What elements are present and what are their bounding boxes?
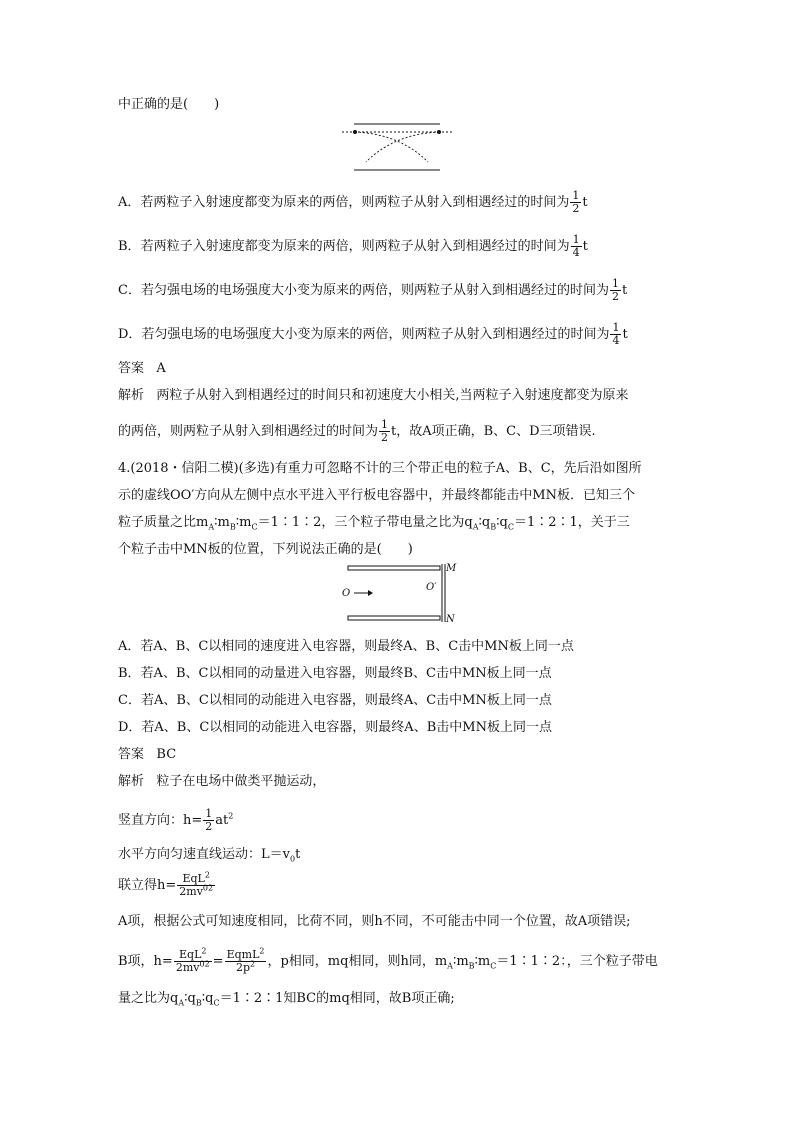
q3-analysis-line2: 的两倍，则两粒子从射入到相遇经过的时间为 $\frac{1}{2}$ t，故A项正确，B、C、D三项错误. xyxy=(118,418,596,444)
q4-option-d: D．若A、B、C以相同的动能进入电容器，则最终A、B击中MN板上同一点 xyxy=(118,720,552,735)
q4-horizontal-eq: 水平方向匀速直线运动：$L=v_0t$ xyxy=(118,847,301,864)
q4-arrowhead xyxy=(368,590,373,596)
q4-label-n: N xyxy=(446,614,455,625)
q3-answer: 答案 A xyxy=(118,361,166,376)
q3-right-path xyxy=(366,132,439,162)
fraction: $\frac{EqL^2}{2mv^{02}}$ xyxy=(175,946,210,974)
fraction: $\frac{1}{2}$ xyxy=(611,277,619,303)
q4-line3: 粒子质量之比$m_A∶m_B∶m_C=1∶1∶2$，三个粒子带电量之比为$q_A∶q_B∶q_C=1∶2∶1$，关于三 xyxy=(118,515,630,532)
fraction: $\frac{1}{2}$ xyxy=(572,189,580,215)
q4-label-m: M xyxy=(446,563,457,574)
q3-option-c: C．若匀强电场的电场强度大小变为原来的两倍，则两粒子从射入到相遇经过的时间为 $\frac{1}{2}$ t xyxy=(118,277,628,303)
q3-option-d: D．若匀强电场的电场强度大小变为原来的两倍，则两粒子从射入到相遇经过的时间为 $\frac{1}{4}$ t xyxy=(118,321,628,347)
q4-item-b: B项，h= $\frac{EqL^2}{2mv^{02}}$ = $\frac{EqmL^2}{2p^2}$ ，p相同，mq相同，则h同，$m_A∶m_B∶m_C=1∶1∶2$：，三个粒子带电 xyxy=(118,946,658,974)
q4-vertical-eq: 竖直方向：h= $\frac{1}{2}$ $at^2$ xyxy=(118,807,234,833)
q4-combined-eq: 联立得h= $\frac{EqL^2}{2mv^{02}}$ xyxy=(118,870,214,898)
q4-option-c: C．若A、B、C以相同的动能进入电容器，则最终A、C击中MN板上同一点 xyxy=(118,693,552,708)
q3-analysis-line1: 解析 两粒子从射入到相遇经过的时间只和初速度大小相关,当两粒子入射速度都变为原来 xyxy=(118,388,629,403)
q3-stem-tail: 中正确的是( ) xyxy=(118,97,220,112)
q4-option-b: B．若A、B、C以相同的动量进入电容器，则最终B、C击中MN板上同一点 xyxy=(118,666,552,681)
q4-last-line: 量之比为$q_A∶q_B∶q_C=1∶2∶1$知BC的mq相同，故B项正确; xyxy=(118,991,455,1008)
fraction: $\frac{1}{4}$ xyxy=(572,233,580,259)
q4-line2: 示的虚线OO′方向从左侧中点水平进入平行板电容器中，并最终都能击中MN板．已知三个 xyxy=(118,488,635,503)
q4-option-a: A．若A、B、C以相同的速度进入电容器，则最终A、B、C击中MN板上同一点 xyxy=(118,639,574,654)
fraction: $\frac{1}{4}$ xyxy=(612,321,620,347)
q4-line4: 个粒子击中MN板的位置，下列说法正确的是( ) xyxy=(118,542,413,557)
q3-left-path xyxy=(355,132,428,162)
q3-option-a: A．若两粒子入射速度都变为原来的两倍，则两粒子从射入到相遇经过的时间为 $\frac{1}{2}$ t xyxy=(118,189,588,215)
q4-line1: 4.(2018・信阳二模)(多选)有重力可忽略不计的三个带正电的粒子A、B、C，先后沿如图所 xyxy=(118,461,642,476)
q4-item-a: A项，根据公式可知速度相同，比荷不同，则h不同，不可能击中同一个位置，故A项错误; xyxy=(118,914,631,929)
fraction: $\frac{EqL^2}{2mv^{02}}$ xyxy=(179,870,214,898)
q4-label-o-prime: O′ xyxy=(426,582,437,593)
q3-diagram xyxy=(340,118,455,174)
q4-answer: 答案 BC xyxy=(118,747,177,762)
fraction: $\frac{1}{2}$ xyxy=(381,418,389,444)
q4-analysis-line1: 解析 粒子在电场中做类平抛运动， xyxy=(118,774,326,789)
q4-diagram xyxy=(338,562,458,628)
q3-option-b: B．若两粒子入射速度都变为原来的两倍，则两粒子从射入到相遇经过的时间为 $\frac{1}{4}$ t xyxy=(118,233,588,259)
q4-top-plate xyxy=(348,566,440,570)
fraction: $\frac{EqmL^2}{2p^2}$ xyxy=(226,946,265,974)
q4-label-o: O xyxy=(342,588,351,599)
q4-bottom-plate xyxy=(348,616,440,620)
fraction: $\frac{1}{2}$ xyxy=(205,807,213,833)
